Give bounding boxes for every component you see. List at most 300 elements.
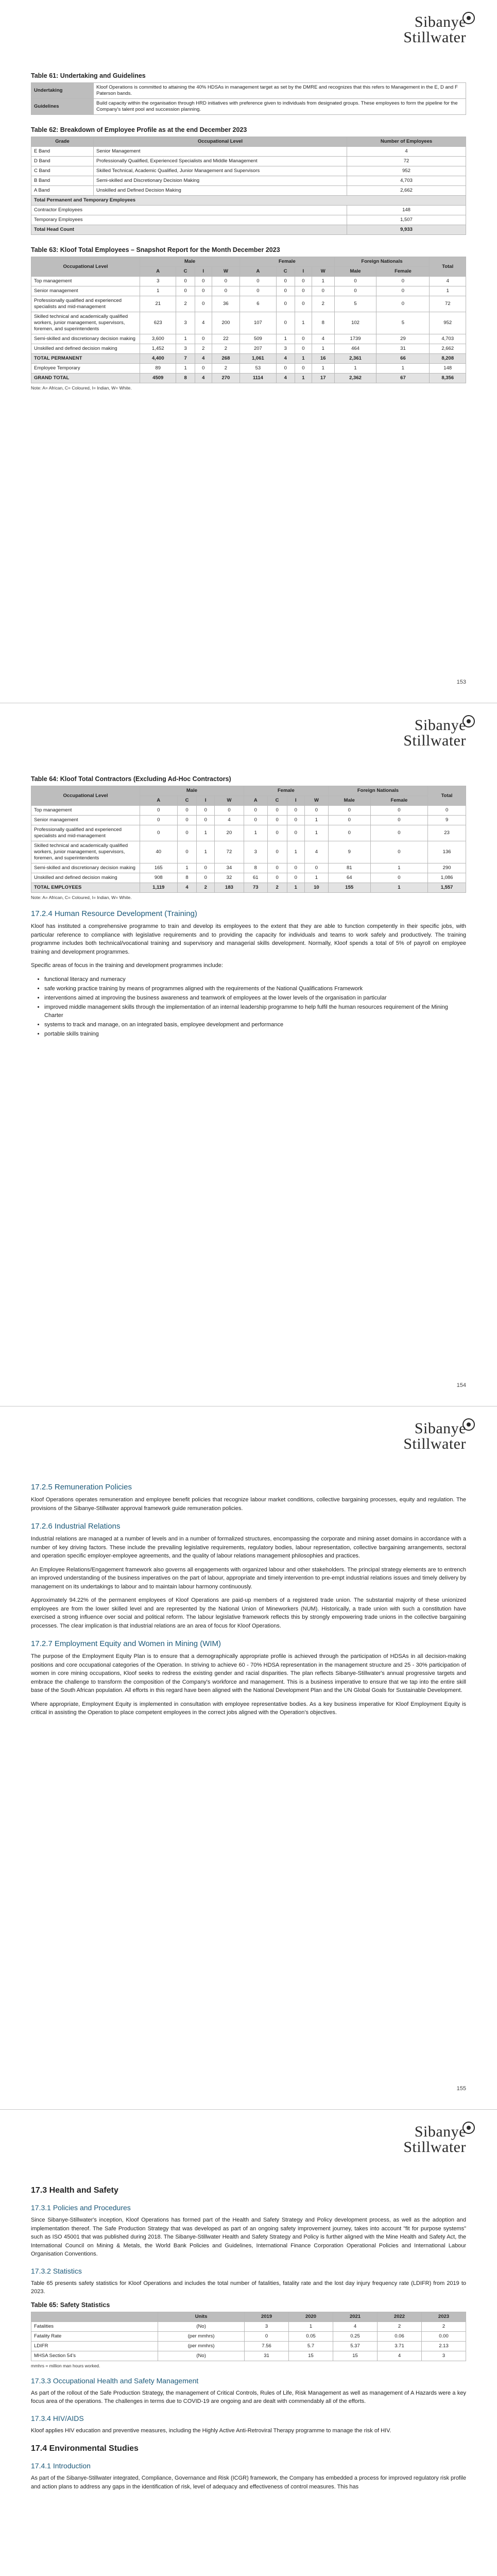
table-cell: 0 [334, 286, 376, 296]
table-cell: Top management [31, 806, 140, 816]
table-cell: 0.06 [378, 2331, 422, 2341]
table-65-note: mmhrs = million man hours worked. [31, 2363, 100, 2368]
table-cell: 9,933 [347, 225, 466, 235]
table-header: Female [240, 257, 334, 267]
table-row [31, 825, 466, 841]
table-cell: 4 [177, 883, 197, 893]
table-cell: 0 [177, 816, 197, 825]
table-header: C [276, 267, 295, 277]
table-row [31, 354, 466, 364]
table-cell: 1 [295, 374, 312, 383]
table-cell: 2,361 [334, 354, 376, 364]
table-cell: Employee Temporary [31, 364, 140, 374]
table-cell: Total Permanent and Temporary Employees [31, 196, 466, 206]
table-cell: 0 [428, 806, 466, 816]
paragraph: As part of the Sibanye-Stillwater integrated, Compliance, Governance and Risk (ICGR) framework, the Company has embedded a process for improved regulatory risk profile and action plans to address any gaps in the identification of risk, level of adequacy and effectiveness of control measures. This has [31, 2475, 466, 2490]
table-cell: 0 [328, 816, 370, 825]
table-cell: C Band [31, 166, 94, 176]
table-cell: TOTAL EMPLOYEES [31, 883, 140, 893]
table-cell: 148 [430, 364, 466, 374]
table-cell: B Band [31, 176, 94, 186]
table-cell: 183 [215, 883, 244, 893]
table-62 [31, 137, 466, 235]
table-cell: Professionally qualified and experienced specialists and mid-management [31, 296, 140, 312]
table-cell: Top management [31, 277, 140, 286]
list-item: • safe working practice training by means of programmes aligned with the requirements of the National Qualifications Framework [44, 985, 466, 993]
table-cell: 0 [370, 825, 428, 841]
table-64-title: Table 64: Kloof Total Contractors (Excluding Ad-Hoc Contractors) [31, 775, 231, 783]
table-65 [31, 2312, 466, 2361]
table-cell: 4 [305, 841, 329, 863]
table-cell: 1,086 [428, 873, 466, 883]
table-63-body [31, 277, 466, 383]
table-cell: 952 [430, 312, 466, 334]
section-title: 17.2.5 Remuneration Policies [31, 1483, 132, 1492]
table-cell: 32 [215, 873, 244, 883]
page-155 [0, 1406, 497, 2110]
table-cell: 66 [376, 354, 430, 364]
table-cell: 0 [334, 277, 376, 286]
table-cell: 0 [305, 863, 329, 873]
table-cell: A Band [31, 186, 94, 196]
table-cell: 0 [312, 286, 334, 296]
logo-mark-icon [462, 1418, 475, 1431]
table-cell: 0 [244, 816, 267, 825]
table-cell: 0 [212, 277, 239, 286]
table-row [31, 147, 466, 157]
table-header: W [312, 267, 334, 277]
table-cell: 0 [177, 825, 197, 841]
table-cell: 4 [215, 816, 244, 825]
table-row [31, 215, 466, 225]
table-row [31, 2351, 466, 2361]
table-cell: 0 [177, 841, 197, 863]
table-header: Occupational Level [31, 786, 140, 806]
table-cell: Unskilled and defined decision making [31, 344, 140, 354]
table-header: A [244, 796, 267, 806]
table-cell: 2 [195, 344, 212, 354]
table-header: Number of Employees [347, 137, 466, 147]
table-header: C [177, 796, 197, 806]
table-cell: 102 [334, 312, 376, 334]
table-cell: 0 [140, 816, 178, 825]
table-cell: 4,703 [347, 176, 466, 186]
table-cell: 0 [176, 286, 195, 296]
table-row [31, 873, 466, 883]
table-cell: 34 [215, 863, 244, 873]
table-63-note: Note: A= African, C= Coloured, I= Indian, W= White. [31, 385, 132, 391]
table-cell: 16 [312, 354, 334, 364]
page-header [0, 1406, 497, 1468]
table-cell: 5 [376, 312, 430, 334]
table-cell: 1 [312, 364, 334, 374]
table-cell: 0 [240, 286, 276, 296]
table-row [31, 364, 466, 374]
table-cell: 155 [328, 883, 370, 893]
logo-line-2: Stillwater [403, 732, 466, 749]
table-cell: 5.37 [333, 2341, 378, 2351]
table-cell: 1 [295, 354, 312, 364]
table-cell: 0.05 [289, 2331, 333, 2341]
table-cell: Total Head Count [31, 225, 347, 235]
table-64-note: Note: A= African, C= Coloured, I= Indian, W= White. [31, 895, 132, 900]
table-cell: 1 [295, 312, 312, 334]
company-logo [403, 2124, 466, 2155]
table-cell: 5.7 [289, 2341, 333, 2351]
logo-line-2: Stillwater [403, 2139, 466, 2156]
table-cell: 4,400 [140, 354, 176, 364]
table-cell: 73 [244, 883, 267, 893]
table-cell: 1 [244, 825, 267, 841]
page-number: 154 [456, 1382, 466, 1388]
table-cell: 1 [176, 364, 195, 374]
table-cell: 0 [376, 286, 430, 296]
table-cell: 0 [376, 296, 430, 312]
table-cell: 0 [176, 277, 195, 286]
table-header [31, 2312, 158, 2321]
table-cell: Contractor Employees [31, 206, 347, 215]
table-cell: 40 [140, 841, 178, 863]
table-cell: 0 [295, 286, 312, 296]
table-cell: 2 [267, 883, 287, 893]
table-header: Units [158, 2312, 245, 2321]
table-cell: 623 [140, 312, 176, 334]
subsection-title: 17.4.1 Introduction [31, 2462, 91, 2470]
table-cell: 1 [176, 334, 195, 344]
table-cell: 6 [240, 296, 276, 312]
paragraph: Approximately 94.22% of the permanent employees of Kloof Operations are paid-up members of a registered trade union. The substantial majority of these unionized employees are from the lower skilled level and are represented by the National Union of Mineworkers (NUM). Historically, a trade union with such a constitution have exercised a strong influence over social and political reform. The labour legislative framework reflects this by strongly empowering trade unions in the collective bargaining processes. The clear implication is that industrial relations are an area of focus for Kloof Operations. [31, 1597, 466, 1629]
table-cell: 2 [176, 296, 195, 312]
table-cell: 1 [305, 816, 329, 825]
table-65-title: Table 65: Safety Statistics [31, 2301, 110, 2309]
table-cell: 72 [430, 296, 466, 312]
table-cell: 17 [312, 374, 334, 383]
table-cell: 1,061 [240, 354, 276, 364]
table-header: 2020 [289, 2312, 333, 2321]
table-61-title: Table 61: Undertaking and Guidelines [31, 72, 146, 79]
table-cell: 0 [276, 364, 295, 374]
list-item: • improved middle management skills through the implementation of an internal leadership programme to help fulfil the human resources requirement of the Mining Charter [44, 1003, 466, 1020]
table-cell: 200 [212, 312, 239, 334]
table-cell: 2 [212, 344, 239, 354]
table-cell: 0 [370, 841, 428, 863]
paragraph: Kloof has instituted a comprehensive programme to train and develop its employees to the extent that they are able to function competently in their specific jobs, with particular reference to compliance with legislative requirements and to providing the capacity for individuals and teams to work safely and productively. The training programme includes both technical/vocational training and supervisory and managerial skills development. Normally, Kloof spends a total of 5% of payroll on employee training and development programmes. [31, 923, 466, 955]
page-number: 153 [456, 679, 466, 685]
table-cell: 3 [176, 312, 195, 334]
table-cell: Senior management [31, 286, 140, 296]
table-cell: 2,662 [430, 344, 466, 354]
table-header: 2023 [421, 2312, 466, 2321]
table-header: A [140, 267, 176, 277]
table-65-body [31, 2321, 466, 2361]
table-header-row [31, 137, 466, 147]
table-cell: 1 [305, 873, 329, 883]
table-61 [31, 82, 466, 115]
table-cell: 21 [140, 296, 176, 312]
table-cell: 0 [370, 873, 428, 883]
table-cell: 22 [212, 334, 239, 344]
table-header: Female [376, 267, 430, 277]
table-cell: 0 [287, 863, 305, 873]
table-cell: 9 [328, 841, 370, 863]
table-row [31, 99, 466, 115]
table-cell: 4 [276, 374, 295, 383]
table-cell: 0 [245, 2331, 289, 2341]
table-cell: 2,662 [347, 186, 466, 196]
table-cell: Professionally Qualified, Experienced Specialists and Middle Management [94, 157, 347, 166]
table-cell: 2 [212, 364, 239, 374]
logo-line-2: Stillwater [403, 29, 466, 46]
table-cell: 15 [333, 2351, 378, 2361]
table-row [31, 206, 466, 215]
table-cell: 4 [195, 354, 212, 364]
table-cell: D Band [31, 157, 94, 166]
table-cell: 8 [177, 873, 197, 883]
table-cell: 0 [244, 806, 267, 816]
table-cell: 0 [267, 863, 287, 873]
table-cell: 10 [305, 883, 329, 893]
table-cell: TOTAL PERMANENT [31, 354, 140, 364]
table-header: W [305, 796, 329, 806]
paragraph: As part of the rollout of the Safe Production Strategy, the management of Critical Controls, Rules of Life, Risk Management as well as management of A Hazards were a key focus area of the operations. The challenges in terms due to COVID-19 are ongoing and are dealt with commendably all of the efforts. [31, 2389, 466, 2404]
table-row [31, 157, 466, 166]
table-cell: 1 [305, 825, 329, 841]
table-header: W [215, 796, 244, 806]
table-cell: 3,600 [140, 334, 176, 344]
table-cell: 207 [240, 344, 276, 354]
table-row [31, 2331, 466, 2341]
table-cell: 268 [212, 354, 239, 364]
logo-mark-icon [462, 715, 475, 728]
table-cell: 0 [195, 277, 212, 286]
table-cell: 2 [378, 2321, 422, 2331]
table-cell: 4 [333, 2321, 378, 2331]
table-cell: 1739 [334, 334, 376, 344]
table-cell: 3 [245, 2321, 289, 2331]
paragraph: Table 65 presents safety statistics for Kloof Operations and includes the total number of fatalities, fatality rate and the lost day injury frequency rate (LDIFR) from 2019 to 2023. [31, 2280, 466, 2295]
table-cell: 4 [430, 277, 466, 286]
table-cell: Senior Management [94, 147, 347, 157]
table-cell: 1 [312, 344, 334, 354]
table-cell: 290 [428, 863, 466, 873]
table-row [31, 883, 466, 893]
table-cell: 0 [370, 816, 428, 825]
table-cell: 0 [197, 816, 215, 825]
table-cell: 0 [305, 806, 329, 816]
table-cell: 0.25 [333, 2331, 378, 2341]
table-header: W [212, 267, 239, 277]
table-header: I [295, 267, 312, 277]
table-header: Total [430, 257, 466, 277]
table-cell: 1114 [240, 374, 276, 383]
table-cell: Semi-skilled and discretionary decision making [31, 334, 140, 344]
table-cell: Undertaking [31, 83, 94, 99]
table-header: C [176, 267, 195, 277]
logo-mark-icon [462, 2121, 475, 2134]
table-header: Male [328, 796, 370, 806]
table-header: Grade [31, 137, 94, 147]
table-row [31, 176, 466, 186]
table-cell: 1,557 [428, 883, 466, 893]
table-row [31, 374, 466, 383]
table-header: I [195, 267, 212, 277]
table-cell: 165 [140, 863, 178, 873]
table-cell: 0 [240, 277, 276, 286]
paragraph: Kloof applies HIV education and preventive measures, including the Highly Active Anti-Retroviral Therapy programme to manage the risk of HIV. [31, 2427, 391, 2434]
table-cell: 0 [267, 873, 287, 883]
table-cell: 0 [276, 286, 295, 296]
table-cell: 4 [195, 374, 212, 383]
table-cell: 1,119 [140, 883, 178, 893]
table-cell: 952 [347, 166, 466, 176]
table-cell: (per mmhrs) [158, 2341, 245, 2351]
table-cell: 31 [376, 344, 430, 354]
table-cell: 3 [276, 344, 295, 354]
table-cell: 1 [276, 334, 295, 344]
table-cell: 64 [328, 873, 370, 883]
table-row [31, 2341, 466, 2351]
table-cell: 0 [295, 277, 312, 286]
table-header: Male [140, 257, 240, 267]
table-cell: 0 [276, 277, 295, 286]
table-cell: 72 [347, 157, 466, 166]
table-cell: Temporary Employees [31, 215, 347, 225]
company-logo [403, 718, 466, 749]
table-row [31, 166, 466, 176]
table-cell: 53 [240, 364, 276, 374]
table-cell: 1 [376, 364, 430, 374]
table-header: 2021 [333, 2312, 378, 2321]
table-cell: 3 [421, 2351, 466, 2361]
table-cell: 0 [195, 334, 212, 344]
list-item: • interventions aimed at improving the business awareness and teamwork of employees at the lower levels of the organisation in particular [44, 994, 466, 1002]
table-row [31, 196, 466, 206]
table-cell: Professionally qualified and experienced specialists and mid-management [31, 825, 140, 841]
table-cell: 4,703 [430, 334, 466, 344]
table-cell: 4 [195, 312, 212, 334]
page-156 [0, 2110, 497, 2576]
table-cell: 2 [197, 883, 215, 893]
table-cell: 8 [176, 374, 195, 383]
table-64 [31, 786, 466, 893]
table-header: A [140, 796, 178, 806]
table-cell: 1,507 [347, 215, 466, 225]
table-header: Male [334, 267, 376, 277]
table-cell: 0 [267, 816, 287, 825]
table-cell: 1 [177, 863, 197, 873]
table-cell: 107 [240, 312, 276, 334]
table-cell: 5 [334, 296, 376, 312]
table-cell: 61 [244, 873, 267, 883]
table-header: Foreign Nationals [328, 786, 427, 796]
table-cell: 0 [197, 873, 215, 883]
table-cell: 0 [328, 825, 370, 841]
table-cell: 509 [240, 334, 276, 344]
table-cell: (No) [158, 2351, 245, 2361]
table-cell: 4 [378, 2351, 422, 2361]
table-cell: 2 [421, 2321, 466, 2331]
subsection-title: 17.3.1 Policies and Procedures [31, 2204, 131, 2212]
table-cell: LDIFR [31, 2341, 158, 2351]
table-cell: 29 [376, 334, 430, 344]
page-header [0, 0, 497, 62]
table-cell: 0 [295, 344, 312, 354]
table-cell: 1 [312, 277, 334, 286]
table-row [31, 286, 466, 296]
table-cell: 0 [267, 841, 287, 863]
table-cell: 0 [197, 863, 215, 873]
table-header-row [31, 257, 466, 267]
table-cell: 0 [287, 873, 305, 883]
table-cell: 4 [276, 354, 295, 364]
table-cell: 1 [140, 286, 176, 296]
list-item: • systems to track and manage, on an integrated basis, employee development and performance [44, 1021, 466, 1029]
subsection-title: 17.3.2 Statistics [31, 2266, 82, 2275]
table-cell: Skilled technical and academically qualified workers, junior management, supervisors, foremen, and superintendents [31, 312, 140, 334]
table-cell: 2,362 [334, 374, 376, 383]
table-cell: 0 [376, 277, 430, 286]
table-cell: 15 [289, 2351, 333, 2361]
table-cell: 2 [312, 296, 334, 312]
table-cell: 0 [370, 806, 428, 816]
table-header-row [31, 786, 466, 796]
table-cell: 1 [370, 863, 428, 873]
subsection-title: 17.3.3 Occupational Health and Safety Management [31, 2376, 199, 2385]
table-header: I [287, 796, 305, 806]
list-item: • functional literacy and numeracy [44, 975, 466, 984]
table-cell: Semi-skilled and discretionary decision making [31, 863, 140, 873]
table-cell: 0 [276, 296, 295, 312]
table-cell: 270 [212, 374, 239, 383]
table-row [31, 806, 466, 816]
table-cell: 0 [295, 334, 312, 344]
table-cell: 8,208 [430, 354, 466, 364]
section-title: 17.3 Health and Safety [31, 2186, 118, 2195]
table-cell: Skilled Technical, Academic Qualified, Junior Management and Supervisors [94, 166, 347, 176]
table-cell: 0 [177, 806, 197, 816]
table-cell: (No) [158, 2321, 245, 2331]
table-row [31, 841, 466, 863]
table-cell: 36 [212, 296, 239, 312]
table-cell: 0 [140, 806, 178, 816]
table-header: Foreign Nationals [334, 257, 430, 267]
table-cell: 0 [267, 806, 287, 816]
table-cell: 8 [312, 312, 334, 334]
table-cell: Fatalities [31, 2321, 158, 2331]
table-cell: 0 [328, 806, 370, 816]
table-row [31, 344, 466, 354]
table-header: I [197, 796, 215, 806]
table-cell: Kloof Operations is committed to attaining the 40% HDSAs in management target as set by the DMRE and recognizes that this refers to Management in the E, D and F Paterson bands. [94, 83, 466, 99]
section-title: 17.2.4 Human Resource Development (Training) [31, 909, 197, 918]
company-logo [403, 1421, 466, 1452]
table-cell: 2.13 [421, 2341, 466, 2351]
table-cell: 0 [267, 825, 287, 841]
table-cell: 1 [197, 825, 215, 841]
table-cell: Build capacity within the organisation through HRD initiatives with preference given to individuals from designated groups. These employees to form the pipeline for the Company's talent pool and succession planning. [94, 99, 466, 115]
section-title: 17.4 Environmental Studies [31, 2444, 139, 2453]
table-cell: 31 [245, 2351, 289, 2361]
table-row [31, 277, 466, 286]
table-cell: 464 [334, 344, 376, 354]
table-header: C [267, 796, 287, 806]
table-header: 2019 [245, 2312, 289, 2321]
table-cell: Fatality Rate [31, 2331, 158, 2341]
table-row [31, 83, 466, 99]
table-cell: (per mmhrs) [158, 2331, 245, 2341]
table-cell: 20 [215, 825, 244, 841]
table-cell: 8,356 [430, 374, 466, 383]
